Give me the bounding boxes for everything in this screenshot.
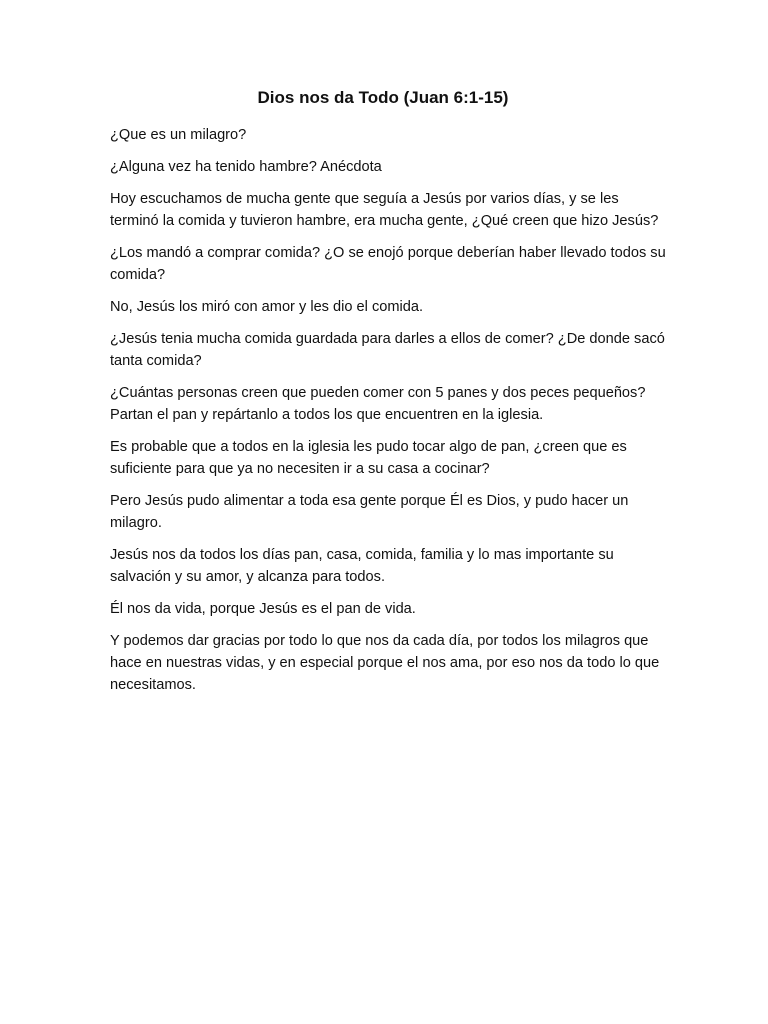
paragraph-bread-of-life: Él nos da vida, porque Jesús es el pan de vida. xyxy=(110,601,416,617)
paragraph-crowd-story: Hoy escuchamos de mucha gente que seguía a Jesús por varios días, y se les terminó la comida y tuvieron hambre, era mucha gente, ¿Qué creen que hizo Jesús? xyxy=(110,191,659,229)
paragraph-question-miracle: ¿Que es un milagro? xyxy=(110,127,247,143)
paragraph-stored-food: ¿Jesús tenia mucha comida guardada para darles a ellos de comer? ¿De donde sacó tanta comida? xyxy=(110,331,665,369)
paragraph-sent-to-buy: ¿Los mandó a comprar comida? ¿O se enojó porque deberían haber llevado todos su comida? xyxy=(110,245,666,283)
paragraph-looked-with-love: No, Jesús los miró con amor y les dio el comida. xyxy=(110,299,424,315)
paragraph-question-hunger: ¿Alguna vez ha tenido hambre? Anécdota xyxy=(110,159,382,175)
paragraph-daily-provision: Jesús nos da todos los días pan, casa, comida, familia y lo mas importante su salvación y su amor, y alcanza para todos. xyxy=(110,547,614,585)
document-title: Dios nos da Todo (Juan 6:1-15) xyxy=(257,88,509,107)
paragraph-miracle: Pero Jesús pudo alimentar a toda esa gente porque Él es Dios, y pudo hacer un milagro. xyxy=(110,493,629,531)
paragraph-thanksgiving: Y podemos dar gracias por todo lo que nos da cada día, por todos los milagros que hace en nuestras vidas, y en especial porque el nos ama, por eso nos da todo lo que necesitamos. xyxy=(110,633,660,693)
paragraph-enough-bread: Es probable que a todos en la iglesia les pudo tocar algo de pan, ¿creen que es suficiente para que ya no necesiten ir a su casa a cocinar? xyxy=(110,439,627,477)
paragraph-five-loaves: ¿Cuántas personas creen que pueden comer con 5 panes y dos peces pequeños? Partan el pan y repártanlo a todos los que encuentren en la iglesia. xyxy=(110,385,646,423)
